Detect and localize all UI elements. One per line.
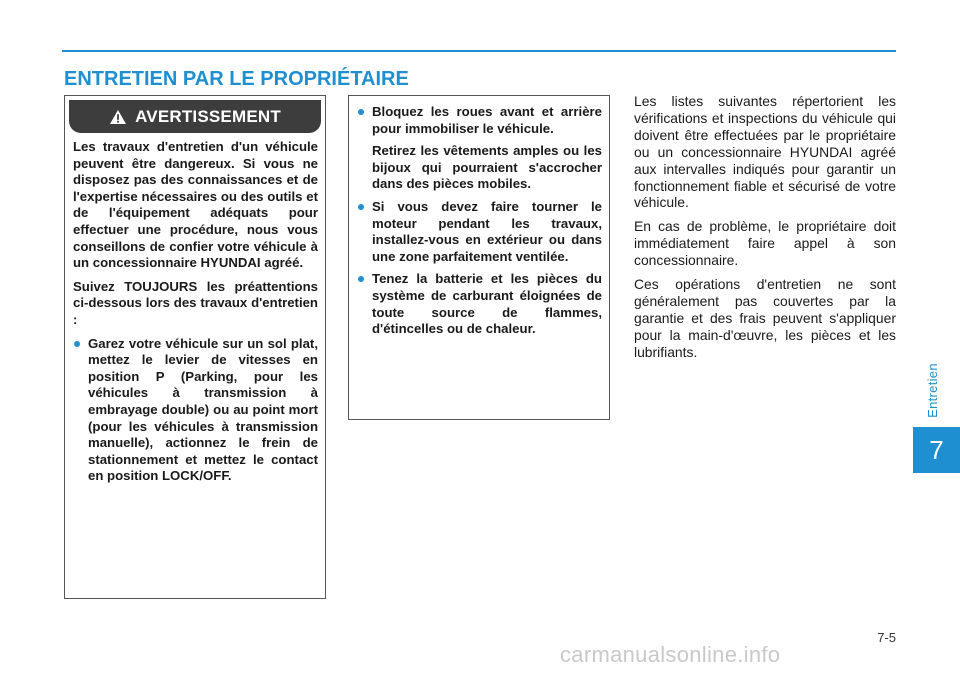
warning-body [73,139,318,491]
body-text [634,93,896,368]
warning-header [69,100,321,133]
bullet-dot-icon [74,341,80,347]
warning-bullet-text: Bloquez les roues avant et arrière pour immobiliser le véhicule. [372,104,602,136]
chapter-tab: 7 [913,427,960,473]
body-paragraph: En cas de problème, le propriétaire doit immédiatement faire appel à son concessionnaire. [634,218,896,269]
watermark: carmanualsonline.info [560,642,781,667]
body-paragraph: Ces opérations d'entretien ne sont généralement pas couvertes par la garantie et des frais peuvent s'appliquer pour la main-d'œuvre, les pièces et les lubrifiants. [634,276,896,360]
warning-bullet-text: Tenez la batterie et les pièces du système de carburant éloignées de toute source de flammes, d'étincelles ou de chaleur. [372,271,602,337]
warning-box [64,95,326,599]
warning-always: Suivez TOUJOURS les préattentions ci-dessous lors des travaux d'entretien : [73,278,318,327]
bullet-dot-icon [358,109,364,115]
body-paragraph: Les listes suivantes répertorient les vérifications et inspections du véhicule qui doivent être effectuées par le propriétaire ou un concessionnaire HYUNDAI agréé aux intervalles indiqués pour garantir un fonctionnement fiable et sécurisé de votre véhicule. [634,93,896,211]
bullet-dot-icon [358,276,364,282]
page-number: 7-5 [877,630,896,645]
side-tab-label [914,350,950,430]
warning-header-label: AVERTISSEMENT [135,106,281,126]
warning-bullet-text: Garez votre véhicule sur un sol plat, mettez le levier de vitesses en position P (Parking, pour les véhicules à transmission à embrayage double) ou au point mort (pour les véhicules à transmission manuelle), actionnez le frein de stationnement et mettez le contact en position LOCK/OFF. [88,335,318,484]
warning-bullet [357,199,602,265]
warning-bullet [357,104,602,193]
warning-bullet [357,271,602,337]
warning-bullet [73,336,318,485]
section-title: ENTRETIEN PAR LE PROPRIÉTAIRE [64,68,409,90]
warning-bullet-extra: Retirez les vêtements amples ou les bijoux qui pourraient s'accrocher dans des pièces mobiles. [372,143,602,192]
warning-intro: Les travaux d'entretien d'un véhicule peuvent être dangereux. Si vous ne disposez pas des connaissances et de l'expertise nécessaires ou des outils et de l'équipement adéquats pour effectuer une procédure, nous vous conseillons de confier votre véhicule à un concessionnaire HYUNDAI agréé. [73,139,318,271]
top-rule [62,50,896,52]
side-tab-label-text: Entretien [924,362,940,418]
warning-triangle-icon [109,109,127,125]
bullet-dot-icon [358,204,364,210]
warning-bullet-text: Si vous devez faire tourner le moteur pendant les travaux, installez-vous en extérieur ou dans une zone parfaitement ventilée. [372,198,602,264]
warning-box-continued [348,95,610,420]
warning-body-continued [357,104,602,344]
